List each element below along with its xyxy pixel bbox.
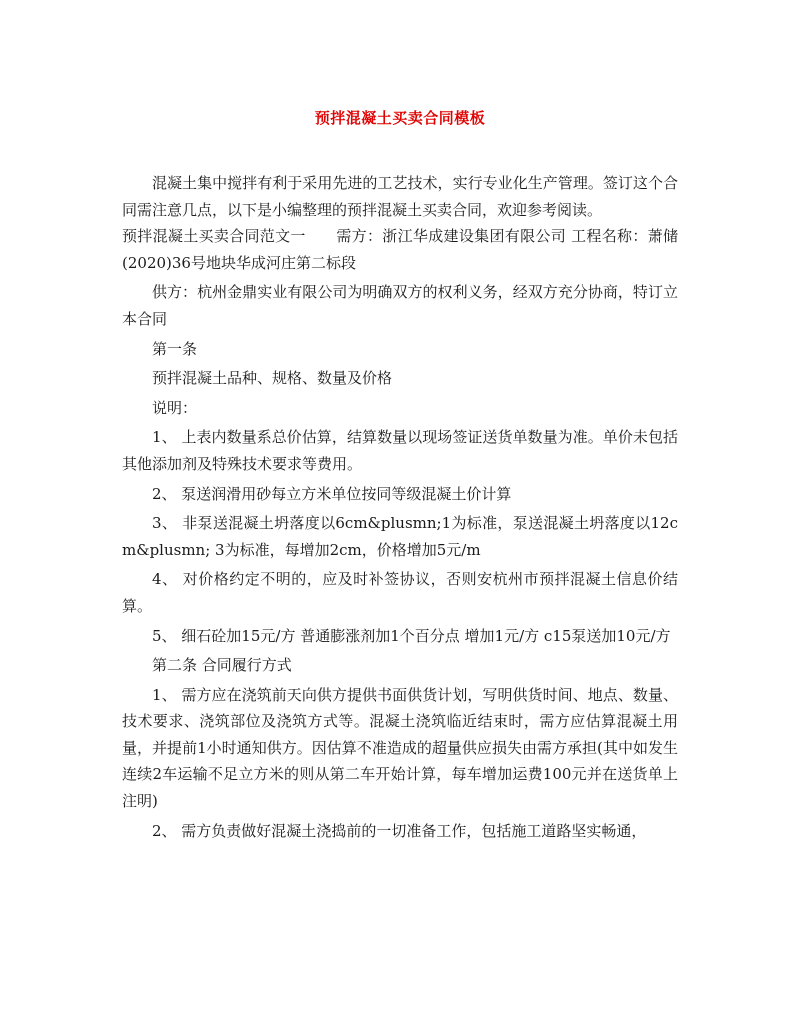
article-2-item-1: 1、 需方应在浇筑前天向供方提供书面供货计划，写明供货时间、地点、数量、技术要求、浇筑部位及浇筑方式等。混凝土浇筑临近结束时，需方应估算混凝土用量，并提前1小时通知供方。因估算不准造成的超量供应损失由需方承担(其中如发生连续2车运输不足立方米的则从第二车开始计算，每车增加运费100元并在送货单上注明) xyxy=(122,685,678,811)
document-title: 预拌混凝土买卖合同模板 xyxy=(314,109,486,127)
article-2-heading: 第二条 合同履行方式 xyxy=(152,656,292,675)
article-2-item-2: 2、 需方负责做好混凝土浇捣前的一切准备工作，包括施工道路坚实畅通， xyxy=(152,821,647,840)
notes-heading: 说明： xyxy=(152,398,198,417)
note-item-5: 5、 细石砼加15元/方 普通膨涨剂加1个百分点 增加1元/方 c15泵送加10元/方 xyxy=(152,626,671,645)
note-item-4: 4、 对价格约定不明的，应及时补签协议，否则安杭州市预拌混凝土信息价结算。 xyxy=(122,570,678,615)
article-1-heading: 第一条 xyxy=(152,339,198,358)
paragraph-contract-header: 预拌混凝土买卖合同范文一 需方：浙江华成建设集团有限公司 工程名称：萧储(2020)36号地块华成河庄第二标段 xyxy=(122,227,678,272)
note-item-1: 1、 上表内数量系总价估算，结算数量以现场签证送货单数量为准。单价未包括其他添加剂及特殊技术要求等费用。 xyxy=(122,428,678,473)
paragraph-supplier: 供方：杭州金鼎实业有限公司为明确双方的权利义务，经双方充分协商，特订立本合同 xyxy=(122,283,678,328)
article-1-subject: 预拌混凝土品种、规格、数量及价格 xyxy=(152,369,393,388)
note-item-3: 3、 非泵送混凝土坍落度以6cm&plusmn;1为标准，泵送混凝土坍落度以12cm&plusmn; 3为标准，每增加2cm，价格增加5元/m xyxy=(122,514,678,559)
document-body xyxy=(122,170,678,844)
paragraph-intro: 混凝土集中搅拌有利于采用先进的工艺技术，实行专业化生产管理。签订这个合同需注意几点，以下是小编整理的预拌混凝土买卖合同，欢迎参考阅读。 xyxy=(122,174,678,219)
note-item-2: 2、 泵送润滑用砂每立方米单位按同等级混凝土价计算 xyxy=(152,484,512,503)
